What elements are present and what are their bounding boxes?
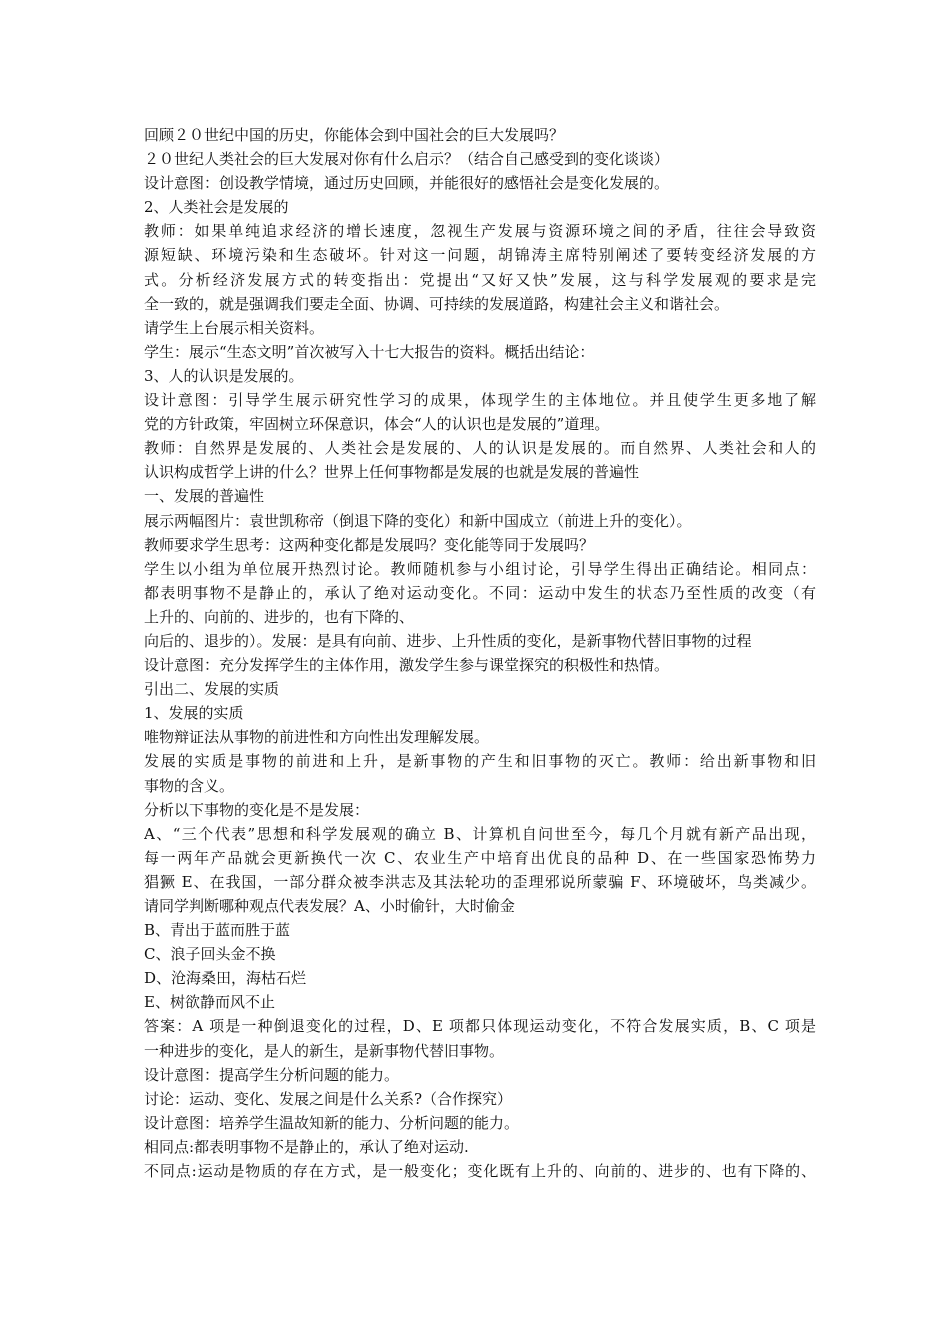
list-item: E、树欲静而风不止 [144,993,275,1012]
text-line: 向后的、退步的）。发展：是具有向前、进步、上升性质的变化，是新事物代替旧事物的过程 [144,631,752,650]
text-line: 源短缺、环境污染和生态破坏。针对这一问题，胡锦涛主席特别阐述了要转变经济发展的方 [144,246,816,265]
text-line: 设计意图：培养学生温故知新的能力、分析问题的能力。 [144,1113,520,1132]
text-line: 式。分析经济发展方式的转变指出：党提出“又好又快”发展，这与科学发展观的要求是完 [144,270,816,289]
list-item: D、沧海桑田，海枯石烂 [144,969,307,988]
text-line: 设计意图：充分发挥学生的主体作用，激发学生参与课堂探究的积极性和热情。 [144,656,670,675]
text-line: 唯物辩证法从事物的前进性和方向性出发理解发展。 [144,728,490,747]
text-line: 学生：展示“生态文明”首次被写入十七大报告的资料。概括出结论： [144,342,595,361]
list-item: C、浪子回头金不换 [144,945,276,964]
text-line: 设计意图：提高学生分析问题的能力。 [144,1065,400,1084]
section-heading: 引出二、发展的实质 [144,680,280,699]
text-line: 全一致的，就是强调我们要走全面、协调、可持续的发展道路，构建社会主义和谐社会。 [144,294,730,313]
text-line: 教师：自然界是发展的、人类社会是发展的、人的认识是发展的。而自然界、人类社会和人的 [144,439,816,458]
text-line: 猖獗 E、在我国，一部分群众被李洪志及其法轮功的歪理邪说所蒙骗 F、环境破坏，鸟类减少。 [144,872,816,891]
text-line: 请学生上台展示相关资料。 [144,318,325,337]
text-line: 设计意图：创设教学情境，通过历史回顾，并能很好的感悟社会是变化发展的。 [144,174,670,193]
text-line: 不同点:运动是物质的存在方式，是一般变化；变化既有上升的、向前的、进步的、也有下降的、 [144,1162,816,1181]
text-line: 教师要求学生思考：这两种变化都是发展吗？变化能等同于发展吗？ [144,535,595,554]
text-line: 党的方针政策，牢固树立环保意识，体会“人的认识也是发展的”道理。 [144,415,610,434]
text-line: 认识构成哲学上讲的什么？世界上任何事物都是发展的也就是发展的普遍性 [144,463,640,482]
text-line: 都表明事物不是静止的，承认了绝对运动变化。不同：运动中发生的状态乃至性质的改变（有 [144,583,816,602]
text-line: 每一两年产品就会更新换代一次 C、农业生产中培育出优良的品种 D、在一些国家恐怖势力 [144,848,816,867]
text-line: 请同学判断哪种观点代表发展？A、小时偷针，大时偷金 [144,897,515,915]
text-line: 回顾２０世纪中国的历史，你能体会到中国社会的巨大发展吗？ [144,126,565,144]
section-heading: 2、人类社会是发展的 [144,198,289,217]
text-line: 教师：如果单纯追求经济的增长速度，忽视生产发展与资源环境之间的矛盾，往往会导致资 [144,222,816,241]
text-line: 相同点:都表明事物不是静止的，承认了绝对运动. [144,1137,469,1156]
text-line: 上升的、向前的、进步的，也有下降的、 [144,607,415,626]
text-line: 展示两幅图片：袁世凯称帝（倒退下降的变化）和新中国成立（前进上升的变化）。 [144,511,692,530]
text-line: ２０世纪人类社会的巨大发展对你有什么启示？（结合自己感受到的变化谈谈） [144,150,670,169]
text-line: 发展的实质是事物的前进和上升，是新事物的产生和旧事物的灭亡。教师：给出新事物和旧 [144,752,816,771]
text-line: 事物的含义。 [144,776,235,795]
text-line: 学生以小组为单位展开热烈讨论。教师随机参与小组讨论，引导学生得出正确结论。相同点： [144,559,816,578]
section-heading: 3、人的认识是发展的。 [144,366,304,385]
text-line: 分析以下事物的变化是不是发展： [144,800,370,819]
text-line: 一种进步的变化，是人的新生，是新事物代替旧事物。 [144,1041,505,1060]
text-line: 设计意图：引导学生展示研究性学习的成果，体现学生的主体地位。并且使学生更多地了解 [144,391,816,410]
section-heading: 一、发展的普遍性 [144,487,265,506]
section-heading: 1、发展的实质 [144,704,244,723]
text-line: A、“三个代表”思想和科学发展观的确立 B、计算机自问世至今，每几个月就有新产品出现， [144,824,816,843]
list-item: B、青出于蓝而胜于蓝 [144,921,291,940]
text-line: 答案：A 项是一种倒退变化的过程，D、E 项都只体现运动变化，不符合发展实质，B、C 项是 [144,1017,816,1036]
text-line: 讨论：运动、变化、发展之间是什么关系?（合作探究） [144,1089,513,1108]
document-body [144,123,816,1183]
